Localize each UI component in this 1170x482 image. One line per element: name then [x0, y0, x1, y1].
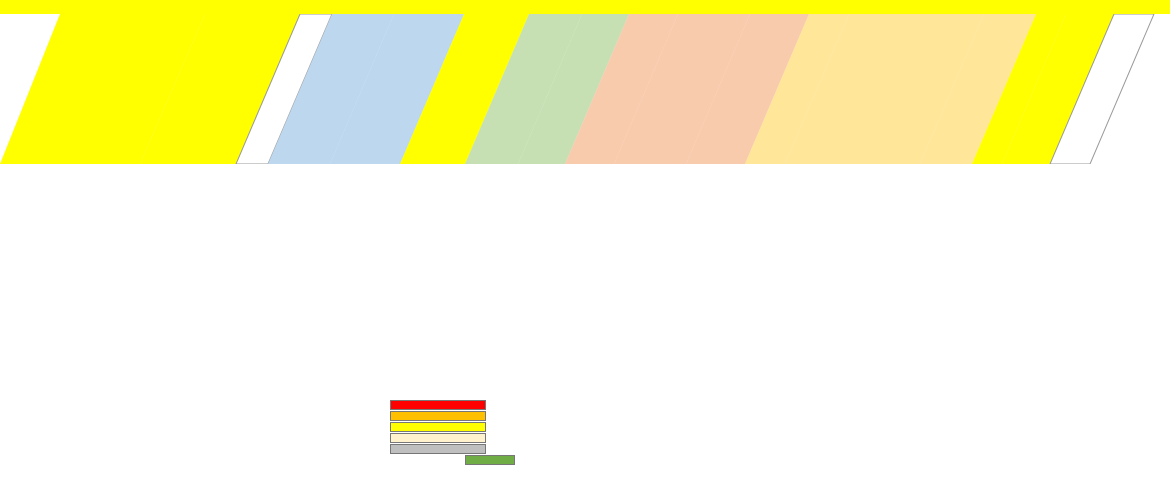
legend-swatch-very-strong: [390, 400, 486, 410]
column-headers: [0, 14, 1170, 164]
legend-swatch-low: [390, 433, 486, 443]
sheet-title: [0, 0, 1170, 14]
legend-swatch-positive: [465, 455, 515, 465]
header-bands: [0, 14, 1170, 164]
legend-swatch-strong: [390, 411, 486, 421]
legend-swatch-none: [390, 444, 486, 454]
legend-swatch-moderate: [390, 422, 486, 432]
